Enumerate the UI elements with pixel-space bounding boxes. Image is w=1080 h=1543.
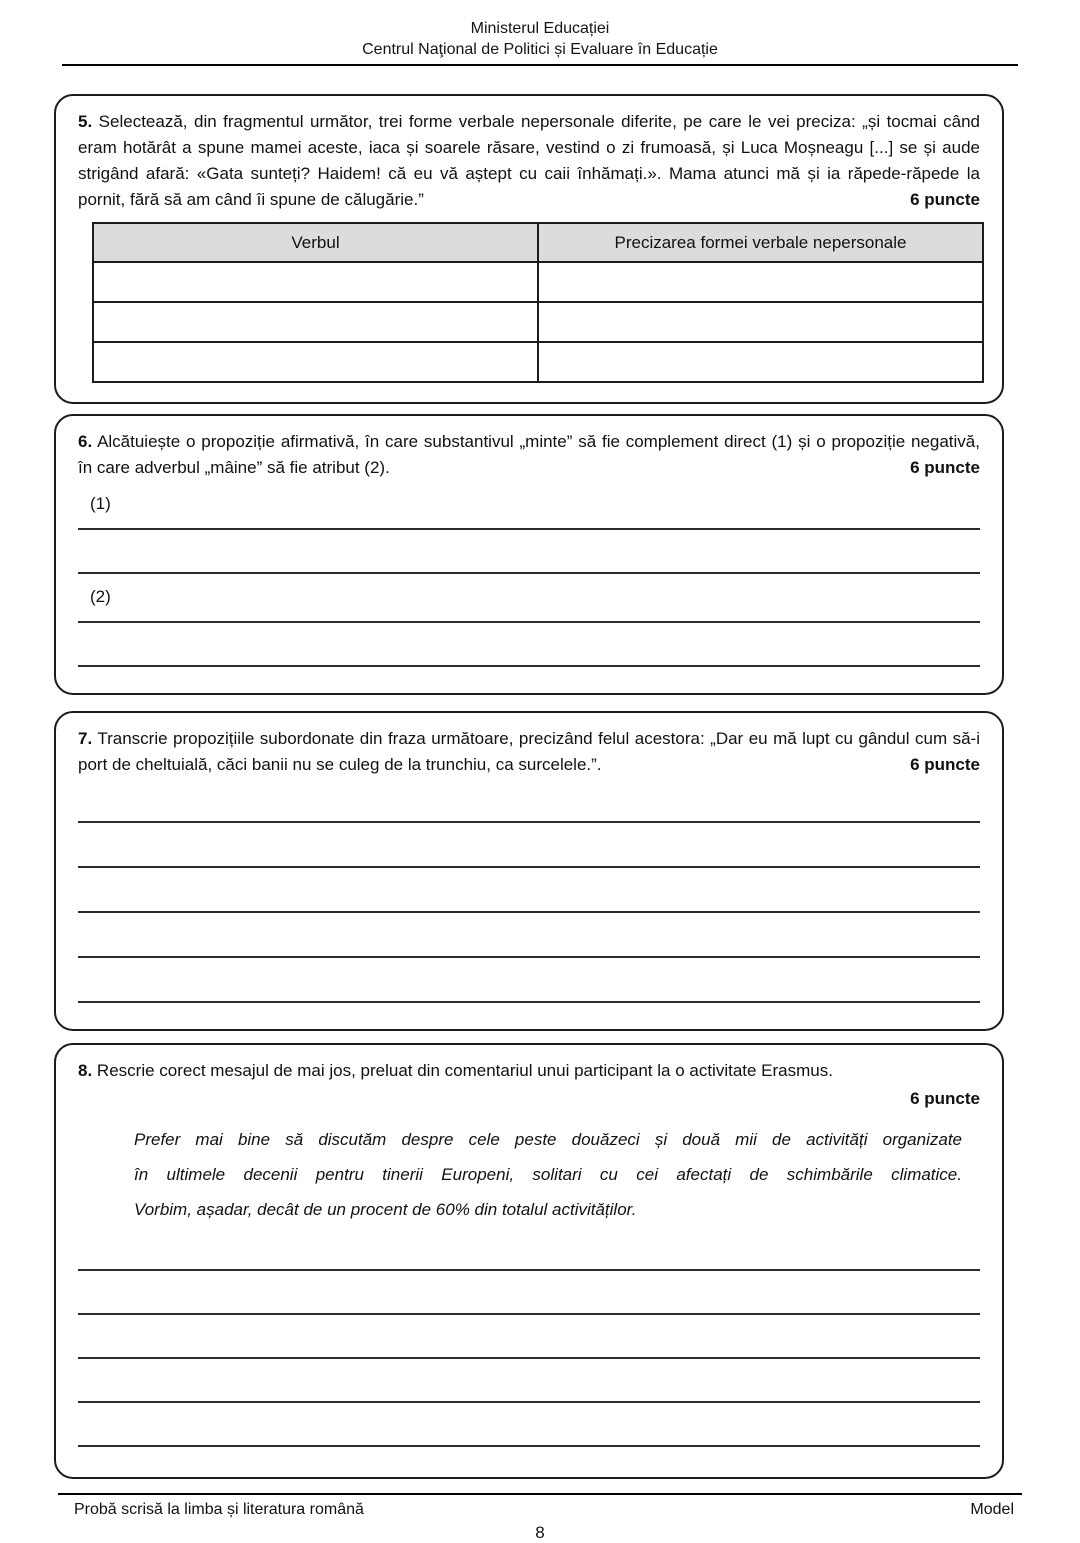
header-rule	[62, 64, 1018, 66]
table-row	[93, 342, 983, 382]
message-line: în ultimele decenii pentru tinerii Europeni, solitari cu cei afectați de schimbările climatice.	[134, 1165, 962, 1184]
verb-table-body	[93, 262, 983, 382]
question-box-7	[54, 711, 1004, 1031]
answer-line	[78, 911, 980, 913]
ministry-line: Ministerul Educației	[470, 20, 610, 37]
table-cell-precizare	[538, 262, 983, 302]
verb-table-header-precizare: Precizarea formei verbale nepersonale	[538, 223, 983, 262]
answer-line	[78, 866, 980, 868]
table-row	[93, 262, 983, 302]
question-8-body: Rescrie corect mesajul de mai jos, preluat din comentariul unui participant la o activitate Erasmus.	[96, 1061, 833, 1080]
question-box-8	[54, 1043, 1004, 1479]
message-block	[134, 1122, 962, 1227]
table-cell-verb	[93, 302, 538, 342]
table-cell-precizare	[538, 302, 983, 342]
message-line: Prefer mai bine să discutăm despre cele peste douăzeci și două mii de activități organizate	[134, 1130, 962, 1149]
question-6-points: 6 puncte	[898, 455, 980, 481]
answer-line	[78, 1445, 980, 1447]
question-6-number: 6.	[78, 432, 93, 451]
answer-line	[78, 821, 980, 823]
answer-line	[78, 1313, 980, 1315]
answer-line	[78, 1357, 980, 1359]
table-cell-verb	[93, 342, 538, 382]
answer-line	[78, 1269, 980, 1271]
page-footer	[74, 1499, 1014, 1520]
footer-rule	[58, 1493, 1022, 1495]
page-number: 8	[535, 1523, 545, 1542]
answer-lines-8	[78, 1269, 980, 1447]
footer-right: Model	[970, 1501, 1014, 1518]
message-line: Vorbim, așadar, decât de un procent de 60% din totalul activităților.	[134, 1200, 637, 1219]
question-8-text	[78, 1058, 980, 1084]
footer-left: Probă scrisă la limba și literatura română	[74, 1501, 364, 1518]
question-6-text	[78, 429, 980, 481]
question-7-text	[78, 726, 980, 778]
answer-line	[78, 665, 980, 667]
answer-label-2: (2)	[90, 587, 111, 606]
answer-line	[78, 528, 980, 530]
table-cell-precizare	[538, 342, 983, 382]
question-box-5	[54, 94, 1004, 404]
question-8-number: 8.	[78, 1061, 93, 1080]
page-header	[0, 0, 1080, 60]
verb-table-head	[93, 223, 983, 262]
answer-label-1: (1)	[90, 494, 111, 513]
question-8-points: 6 puncte	[910, 1089, 980, 1108]
verb-table	[92, 222, 984, 383]
question-7-number: 7.	[78, 729, 93, 748]
question-7-body: Transcrie propozițiile subordonate din fraza următoare, precizând felul acestora: „Dar eu mă lupt cu gândul cum să-i port de cheltuială, căci banii nu se culeg de la trunchiu, ca surcelele.”.	[78, 729, 980, 774]
answer-line	[78, 1401, 980, 1403]
center-line: Centrul Naţional de Politici și Evaluare în Educație	[362, 41, 718, 58]
verb-table-header-verbul: Verbul	[93, 223, 538, 262]
table-row	[93, 302, 983, 342]
question-5-number: 5.	[78, 112, 93, 131]
answer-line	[78, 956, 980, 958]
question-5-points: 6 puncte	[898, 187, 980, 213]
question-7-points: 6 puncte	[898, 752, 980, 778]
answer-lines-7	[78, 821, 980, 1003]
question-6-body: Alcătuiește o propoziție afirmativă, în care substantivul „minte” să fie complement direct (1) și o propoziție negativă, în care adverbul „mâine” să fie atribut (2).	[78, 432, 980, 477]
answer-line	[78, 1001, 980, 1003]
question-5-body: Selectează, din fragmentul următor, trei forme verbale nepersonale diferite, pe care le vei preciza: „și tocmai când eram hotărât a spune mamei aceste, iaca și soarele răsare, vestind o zi frumoasă, și Luca Moșneagu [...] se și aude strigând afară: «Gata sunteți? Haidem! că eu vă aștept cu caii înhămați.». Mama atunci mă și ia răpede-răpede la pornit, fără să am când îi spune de călugărie.”	[78, 112, 980, 209]
question-5-text	[78, 109, 980, 213]
answer-line	[78, 572, 980, 574]
table-cell-verb	[93, 262, 538, 302]
answer-line	[78, 621, 980, 623]
question-box-6	[54, 414, 1004, 695]
